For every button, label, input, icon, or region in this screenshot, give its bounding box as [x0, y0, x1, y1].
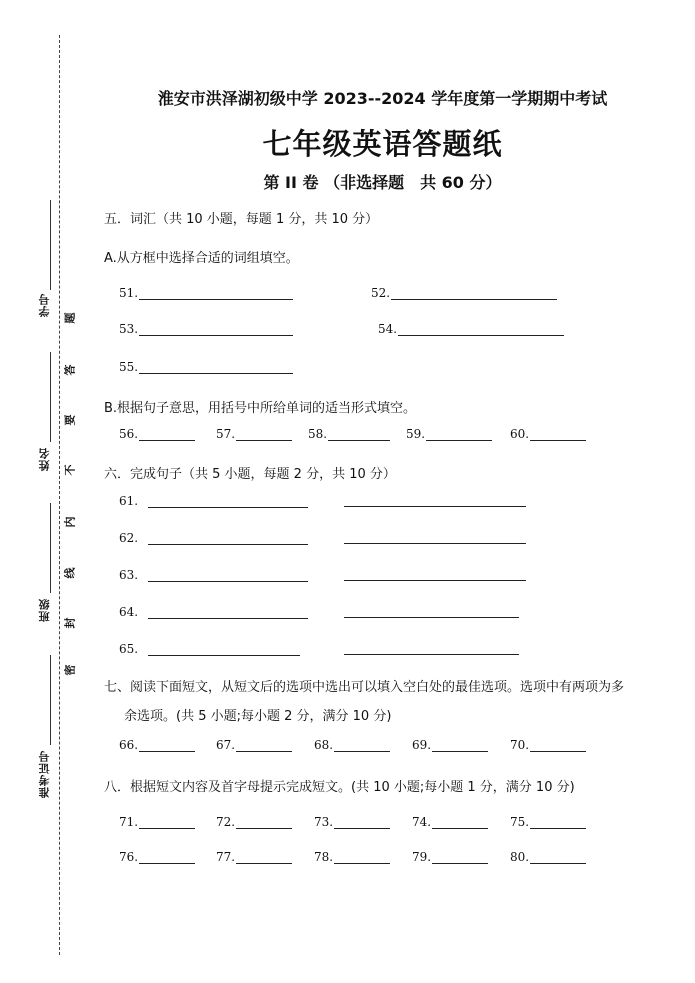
school-exam-title: 淮安市洪泽湖初级中学 2023--2024 学年度第一学期期中考试	[157, 89, 608, 108]
item-number: 55.	[119, 360, 139, 374]
answer-blank-53[interactable]	[119, 322, 293, 336]
seal-char-mi: 密	[63, 664, 77, 676]
answer-blank-80[interactable]	[510, 850, 586, 864]
item-number: 76.	[119, 850, 139, 864]
section5-heading: 五．词汇（共 10 小题，每题 1 分，共 10 分）	[104, 212, 379, 227]
answer-blank-58[interactable]	[308, 427, 390, 441]
item-number: 51.	[119, 286, 139, 300]
answer-blank-71[interactable]	[119, 815, 195, 829]
answer-blank-65[interactable]	[119, 642, 300, 656]
item-number: 72.	[216, 815, 236, 829]
answer-blank-56[interactable]	[119, 427, 195, 441]
answer-blank-67[interactable]	[216, 738, 292, 752]
section8-heading: 八．根据短文内容及首字母提示完成短文。(共 10 小题;每小题 1 分，满分 10 分)	[104, 780, 575, 795]
class-line	[50, 503, 51, 593]
item-number: 62.	[119, 531, 139, 545]
answer-blank-54[interactable]	[378, 322, 564, 336]
answer-line-62b[interactable]	[344, 543, 526, 544]
answer-blank-57[interactable]	[216, 427, 292, 441]
section5-partA-instruction: A.从方框中选择合适的词组填空。	[104, 251, 299, 266]
answer-blank-64[interactable]	[119, 605, 308, 619]
item-number: 56.	[119, 427, 139, 441]
seal-char-ti: 题	[63, 312, 77, 324]
answer-blank-55[interactable]	[119, 360, 293, 374]
seal-char-bu: 不	[63, 464, 77, 476]
exam-number-line	[50, 655, 51, 745]
answer-line-65b[interactable]	[344, 654, 519, 655]
seal-char-da: 答	[63, 364, 77, 376]
section7-heading-line1: 七、阅读下面短文，从短文后的选项中选出可以填入空白处的最佳选项。选项中有两项为多	[104, 680, 625, 695]
exam-number-label: 准考证号	[38, 750, 51, 798]
answer-blank-51[interactable]	[119, 286, 293, 300]
answer-blank-72[interactable]	[216, 815, 292, 829]
name-label: 姓名	[38, 447, 51, 471]
answer-line-61b[interactable]	[344, 506, 526, 507]
item-number: 78.	[314, 850, 334, 864]
answer-blank-74[interactable]	[412, 815, 488, 829]
answer-line-64b[interactable]	[344, 617, 519, 618]
answer-blank-73[interactable]	[314, 815, 390, 829]
answer-blank-66[interactable]	[119, 738, 195, 752]
item-number: 65.	[119, 642, 139, 656]
answer-blank-76[interactable]	[119, 850, 195, 864]
class-label: 班级	[38, 598, 51, 622]
answer-blank-75[interactable]	[510, 815, 586, 829]
answer-blank-70[interactable]	[510, 738, 586, 752]
answer-blank-77[interactable]	[216, 850, 292, 864]
item-number: 59.	[406, 427, 426, 441]
name-line	[50, 352, 51, 442]
item-number: 58.	[308, 427, 328, 441]
answer-blank-61[interactable]	[119, 494, 308, 508]
seal-char-yao: 要	[63, 414, 77, 426]
item-number: 73.	[314, 815, 334, 829]
seal-char-xian: 线	[63, 567, 77, 579]
section5-partB-instruction: B.根据句子意思，用括号中所给单词的适当形式填空。	[104, 401, 417, 416]
item-number: 52.	[371, 286, 391, 300]
item-number: 80.	[510, 850, 530, 864]
item-number: 79.	[412, 850, 432, 864]
item-number: 53.	[119, 322, 139, 336]
student-id-line	[50, 200, 51, 290]
seal-char-nei: 内	[63, 516, 77, 528]
section7-heading-line2: 余选项。(共 5 小题;每小题 2 分，满分 10 分)	[124, 709, 392, 724]
answer-blank-79[interactable]	[412, 850, 488, 864]
volume-title: 第 II 卷 （非选择题 共 60 分）	[263, 173, 502, 192]
answer-blank-69[interactable]	[412, 738, 488, 752]
item-number: 60.	[510, 427, 530, 441]
answer-blank-59[interactable]	[406, 427, 492, 441]
item-number: 64.	[119, 605, 139, 619]
item-number: 77.	[216, 850, 236, 864]
student-id-label: 学号	[38, 293, 51, 317]
answer-blank-68[interactable]	[314, 738, 390, 752]
answer-blank-52[interactable]	[371, 286, 557, 300]
item-number: 74.	[412, 815, 432, 829]
answer-blank-60[interactable]	[510, 427, 586, 441]
answer-line-63b[interactable]	[344, 580, 526, 581]
item-number: 68.	[314, 738, 334, 752]
answer-blank-63[interactable]	[119, 568, 308, 582]
answer-blank-62[interactable]	[119, 531, 308, 545]
item-number: 71.	[119, 815, 139, 829]
item-number: 69.	[412, 738, 432, 752]
seal-char-feng: 封	[63, 617, 77, 629]
item-number: 61.	[119, 494, 139, 508]
answer-blank-78[interactable]	[314, 850, 390, 864]
item-number: 57.	[216, 427, 236, 441]
item-number: 67.	[216, 738, 236, 752]
section6-heading: 六．完成句子（共 5 小题，每题 2 分，共 10 分）	[104, 467, 396, 482]
item-number: 66.	[119, 738, 139, 752]
item-number: 75.	[510, 815, 530, 829]
answer-sheet-title: 七年级英语答题纸	[262, 127, 503, 161]
item-number: 70.	[510, 738, 530, 752]
item-number: 54.	[378, 322, 398, 336]
item-number: 63.	[119, 568, 139, 582]
